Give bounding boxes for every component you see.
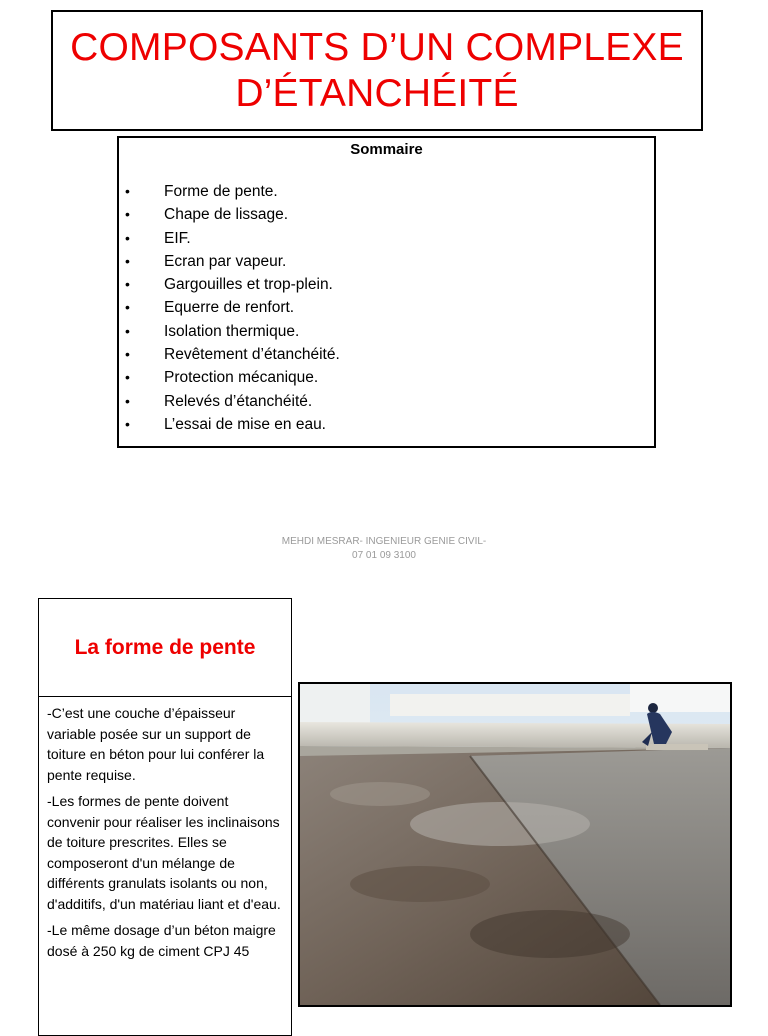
bullet-icon: • [125, 322, 130, 339]
bullet-icon: • [125, 206, 130, 223]
page-footer [0, 535, 768, 563]
footer-author: MEHDI MESRAR- INGENIEUR GENIE CIVIL- [281, 536, 487, 547]
rooftop-screed-photo [298, 682, 732, 1007]
body-paragraph: -Le même dosage d’un béton maigre dosé à 250 kg de ciment CPJ 45 [47, 922, 276, 959]
summary-item-text: Chape de lissage. [164, 206, 289, 224]
body-paragraph: -C’est une couche d’épaisseur variable posée sur un support de toiture en béton pour lui conférer la pente requise. [47, 705, 265, 783]
bullet-icon: • [125, 392, 130, 409]
summary-item-text: Protection mécanique. [164, 369, 319, 387]
summary-heading: Sommaire [350, 141, 423, 158]
summary-item-text: Ecran par vapeur. [164, 252, 287, 270]
summary-item-text: Revêtement d’étanchéité. [164, 346, 340, 364]
summary-box [117, 136, 656, 448]
bullet-icon: • [125, 346, 130, 363]
bullet-icon: • [125, 299, 130, 316]
slide-title: La forme de pente [74, 635, 256, 659]
summary-item-text: Gargouilles et trop-plein. [164, 276, 333, 294]
summary-item-text: Forme de pente. [164, 183, 278, 200]
summary-item-text: Relevés d’étanchéité. [164, 392, 313, 410]
document-title-line-2: D’ÉTANCHÉITÉ [235, 71, 519, 115]
bullet-icon: • [125, 369, 130, 386]
bullet-icon: • [125, 276, 130, 293]
bullet-icon: • [125, 252, 130, 269]
body-paragraph: -Les formes de pente doivent convenir pour réaliser les inclinaisons de toiture prescrites. Elles se composeront d'un mélange de différents granulats isolants ou non, d'additifs, d'un matériau liant et d'eau. [47, 793, 281, 912]
document-title-line-1: COMPOSANTS D’UN COMPLEXE [70, 25, 684, 69]
slide-body-box [38, 696, 292, 1036]
summary-item-text: EIF. [164, 229, 191, 247]
bullet-icon: • [125, 183, 130, 199]
summary-item-text: Isolation thermique. [164, 322, 300, 340]
photo-illustration [300, 684, 730, 1005]
footer-phone: 07 01 09 3100 [352, 550, 416, 561]
summary-item-text: L’essai de mise en eau. [164, 415, 326, 433]
document-title-box [51, 10, 703, 131]
bullet-icon: • [125, 415, 130, 432]
summary-item-text: Equerre de renfort. [164, 299, 295, 317]
slide-title-box [38, 598, 292, 697]
bullet-icon: • [125, 229, 130, 246]
